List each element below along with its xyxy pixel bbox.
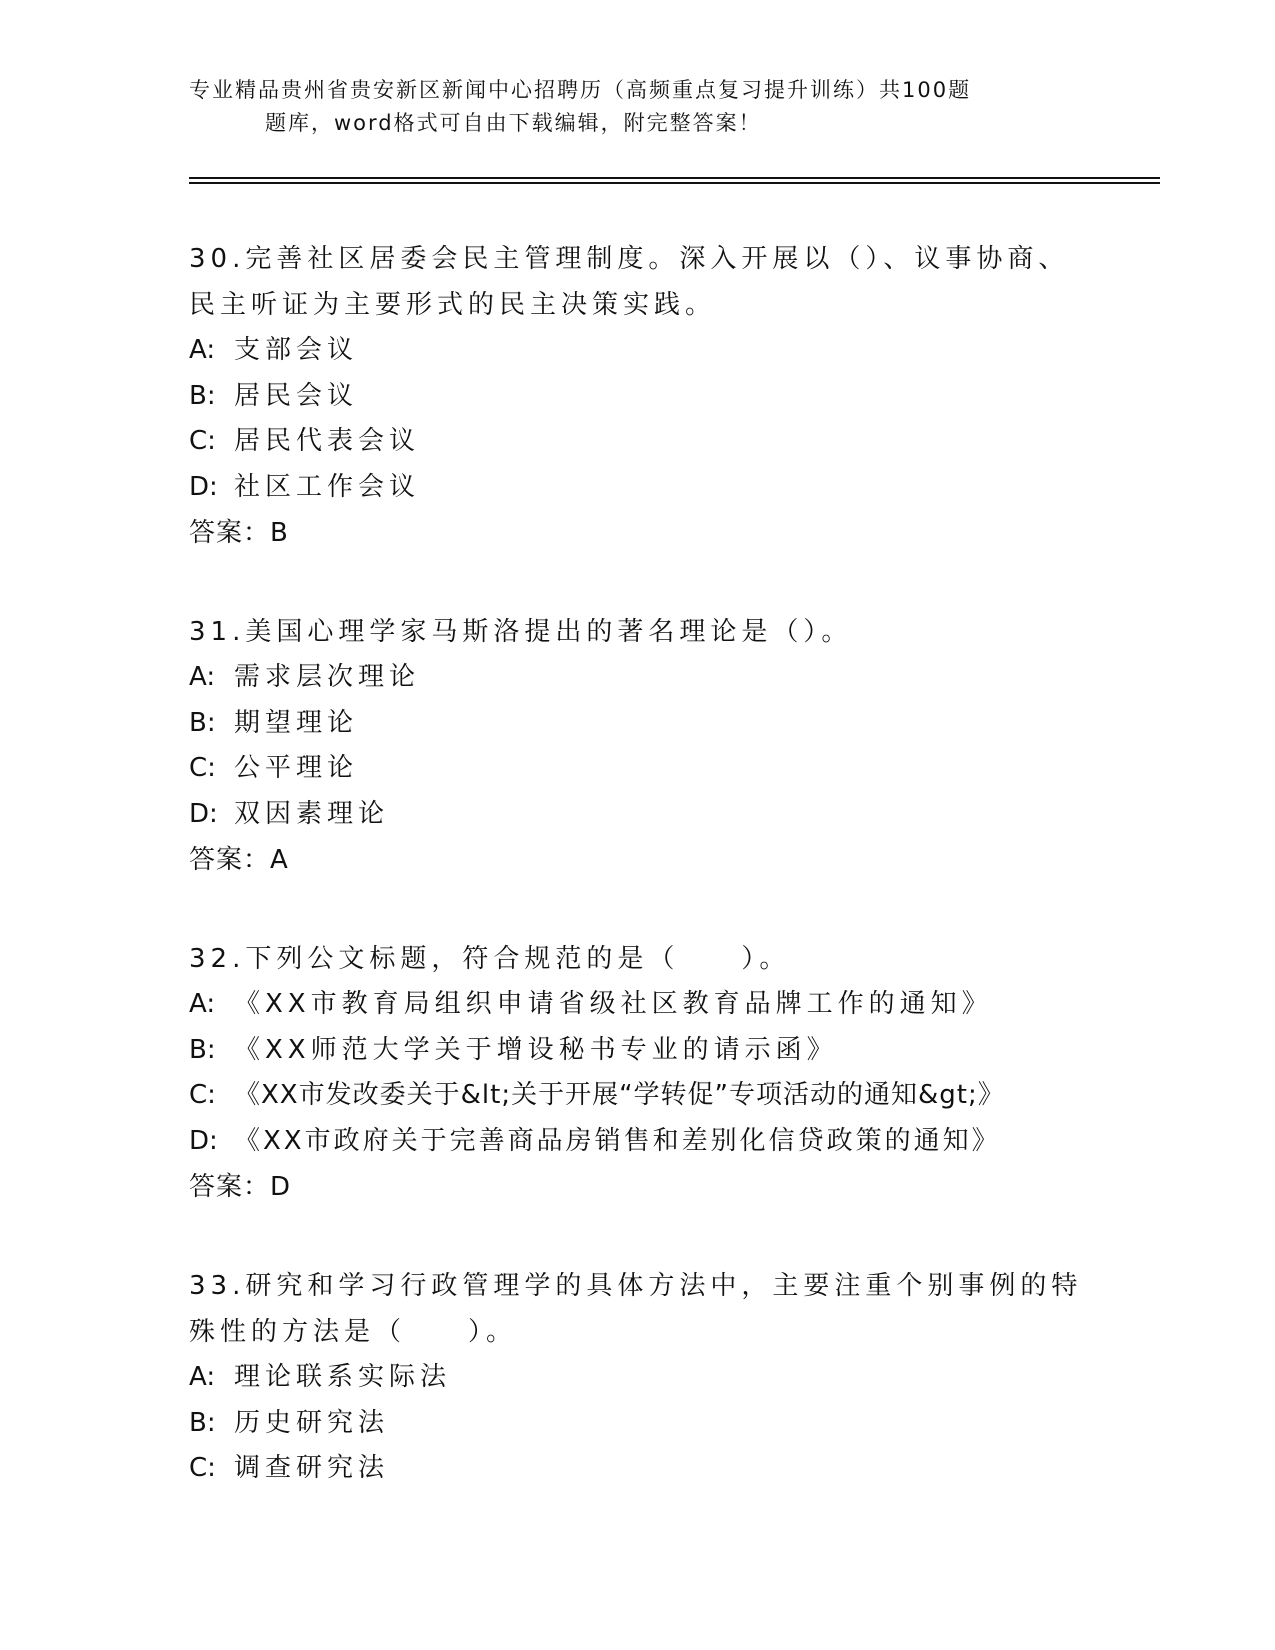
answer-key: 答案：B [189, 518, 289, 548]
option-text: 《XX师范大学关于增设秘书专业的请示函》 [234, 1034, 838, 1065]
option-text: 理论联系实际法 [234, 1362, 452, 1392]
option-c [189, 1446, 1089, 1492]
header-title-line1: 专业精品贵州省贵安新区新闻中心招聘历（高频重点复习提升训练）共100题 [189, 78, 972, 102]
option-c [189, 746, 1089, 792]
option-d [189, 1119, 1089, 1165]
option-letter: D: [189, 798, 218, 829]
question-stem: 32.下列公文标题，符合规范的是（ ）。 [189, 944, 791, 974]
option-text: 公平理论 [234, 753, 359, 783]
option-letter: B: [189, 380, 216, 411]
option-text: 居民会议 [234, 380, 359, 411]
option-text: 《XX市政府关于完善商品房销售和差别化信贷政策的通知》 [234, 1125, 1001, 1156]
option-a [189, 328, 1089, 374]
option-text: 社区工作会议 [234, 471, 421, 502]
option-a [189, 1355, 1089, 1401]
question-30 [189, 236, 1089, 556]
option-b [189, 701, 1089, 747]
question-32 [189, 936, 1089, 1210]
question-stem: 30.完善社区居委会民主管理制度。深入开展以（）、议事协商、民主听证为主要形式的民主决策实践。 [189, 244, 1070, 320]
question-33 [189, 1263, 1089, 1492]
option-letter: A: [189, 662, 216, 692]
option-letter: D: [189, 1125, 218, 1156]
option-text: 历史研究法 [234, 1407, 390, 1438]
question-31 [189, 609, 1089, 883]
header-divider-top [189, 177, 1160, 179]
question-stem: 33.研究和学习行政管理学的具体方法中，主要注重个别事例的特殊性的方法是（ ）。 [189, 1271, 1083, 1347]
option-text: 双因素理论 [234, 798, 390, 829]
option-letter: C: [189, 1080, 216, 1110]
answer-key: 答案：A [189, 845, 289, 875]
question-list [189, 236, 1089, 1545]
option-a [189, 655, 1089, 701]
option-letter: B: [189, 1407, 216, 1438]
option-b [189, 1028, 1089, 1074]
option-a [189, 982, 1089, 1028]
option-text: 《XX市教育局组织申请省级社区教育品牌工作的通知》 [234, 989, 993, 1019]
option-letter: A: [189, 1362, 216, 1392]
option-letter: D: [189, 471, 218, 502]
option-c [189, 1073, 1089, 1119]
option-d [189, 465, 1089, 511]
option-letter: A: [189, 989, 216, 1019]
option-text: 需求层次理论 [234, 662, 421, 692]
option-text: 《XX市发改委关于&lt;关于开展“学转促”专项活动的通知&gt;》 [234, 1080, 1005, 1110]
option-d [189, 792, 1089, 838]
option-text: 居民代表会议 [234, 426, 421, 456]
option-c [189, 419, 1089, 465]
option-text: 支部会议 [234, 335, 359, 365]
option-text: 调查研究法 [234, 1453, 390, 1483]
question-stem: 31.美国心理学家马斯洛提出的著名理论是（）。 [189, 617, 853, 647]
option-letter: A: [189, 335, 216, 365]
option-b [189, 1401, 1089, 1447]
option-b [189, 374, 1089, 420]
option-letter: C: [189, 426, 216, 456]
option-letter: B: [189, 707, 216, 738]
option-letter: C: [189, 753, 216, 783]
option-letter: C: [189, 1453, 216, 1483]
option-text: 期望理论 [234, 707, 359, 738]
header-title-line2: 题库，word格式可自由下载编辑，附完整答案！ [265, 111, 762, 135]
option-letter: B: [189, 1034, 216, 1065]
header-divider-bottom [189, 182, 1160, 184]
answer-key: 答案：D [189, 1172, 292, 1202]
